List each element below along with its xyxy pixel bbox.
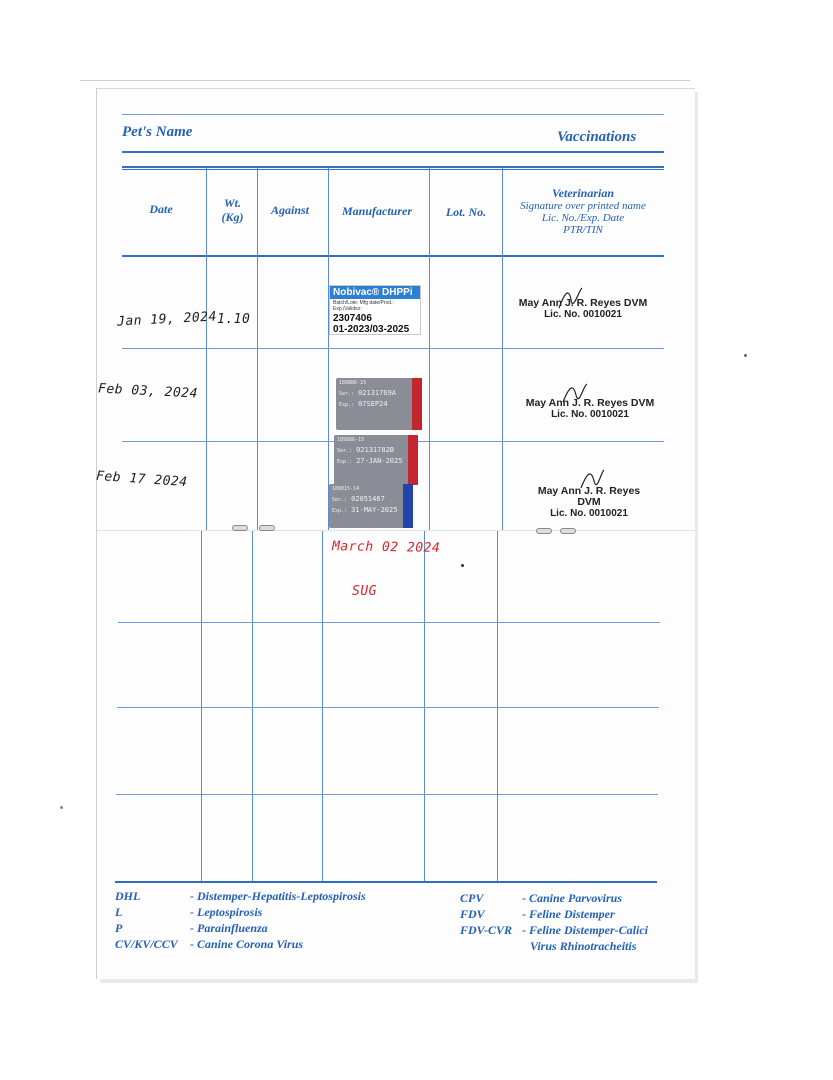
row2-signature-scribble xyxy=(560,382,590,406)
sticker3-code: 189886-15 xyxy=(337,437,365,443)
legend-left-item xyxy=(115,920,366,936)
legend-left xyxy=(115,888,366,952)
legend-desc: - Feline Distemper xyxy=(522,907,615,921)
row1-date: Jan 19, 2024 xyxy=(116,309,218,330)
nobivac-small-print: Batch/Lote: Mfg date/Prod.: Exp./Validez: xyxy=(333,300,394,312)
col-divider-2-lower xyxy=(252,530,253,882)
legend-right-item xyxy=(460,906,648,922)
red-note: SUG xyxy=(352,584,377,599)
row3-signature-scribble xyxy=(578,468,606,492)
legend-desc: - Distemper-Hepatitis-Leptospirosis xyxy=(190,889,366,903)
sticker3-red-band xyxy=(408,435,418,485)
sticker3-exp-label: Exp.: xyxy=(337,459,353,465)
red-date: March 02 2024 xyxy=(331,539,441,556)
col-divider-5 xyxy=(502,168,503,530)
row-rule-1 xyxy=(122,348,664,349)
legend-left-item xyxy=(115,904,366,920)
legend-abbr: CPV xyxy=(460,891,484,905)
sticker2-red-band xyxy=(412,378,422,430)
top-rule xyxy=(122,114,664,115)
nobivac-sticker xyxy=(329,285,421,335)
sticker3-exp: 27-JAN-2025 xyxy=(356,457,403,465)
ink-dot xyxy=(461,564,464,567)
col-divider-3 xyxy=(328,168,329,530)
sticker4-exp: 31-MAY-2025 xyxy=(351,506,398,514)
table-top-rule xyxy=(122,166,664,168)
legend-desc: - Parainfluenza xyxy=(190,921,268,935)
row1-vet-name: May Ann J. R. Reyes DVM xyxy=(518,297,648,309)
col-veterinarian xyxy=(505,187,661,236)
header-rule xyxy=(122,151,664,153)
nobivac-brand: Nobivac® DHPPi xyxy=(330,286,420,299)
legend-abbr: FDV xyxy=(460,907,485,921)
legend-desc: - Leptospirosis xyxy=(190,905,263,919)
sticker3-ser: 02131782B xyxy=(356,446,394,454)
nobivac-lot: 2307406 xyxy=(333,313,372,324)
legend-abbr: CV/KV/CCV xyxy=(115,937,178,951)
legend-desc: - Canine Parvovirus xyxy=(522,891,623,905)
nobivac-dates: 01-2023/03-2025 xyxy=(333,324,410,335)
row2-vet-signature xyxy=(515,398,665,420)
legend-abbr: L xyxy=(115,905,123,919)
vet-line3: Lic. No./Exp. Date xyxy=(541,212,625,224)
col-against: Against xyxy=(270,203,309,217)
sticker2-ser-label: Ser.: xyxy=(339,391,355,397)
legend-right-item xyxy=(460,922,648,938)
vet-line4: PTR/TIN xyxy=(563,224,603,236)
sticker2-code: 189886-15 xyxy=(339,380,367,386)
vaccinations-title: Vaccinations xyxy=(557,129,637,145)
legend-right-item xyxy=(460,890,648,906)
legend-right-item xyxy=(460,938,648,954)
col-divider-1 xyxy=(206,168,207,530)
row2-date: Feb 03, 2024 xyxy=(97,381,199,402)
col-manufacturer: Manufacturer xyxy=(341,204,412,218)
legend-desc: Virus Rhinotracheitis xyxy=(530,939,637,953)
vet-line2: Signature over printed name xyxy=(520,200,646,212)
pets-name-label: Pet's Name xyxy=(122,124,193,140)
row2-vet-name: May Ann J. R. Reyes DVM xyxy=(525,397,655,409)
row-rule-5 xyxy=(116,794,658,795)
scan-speck-2 xyxy=(60,806,63,809)
col-weight-line1: Wt. xyxy=(223,196,241,210)
page-fold xyxy=(97,530,695,531)
row1-signature-scribble xyxy=(555,286,585,312)
sticker4-ser: 02051467 xyxy=(351,495,385,503)
staple-left-a xyxy=(232,525,248,531)
legend-desc: - Canine Corona Virus xyxy=(190,937,304,951)
vaccine-sticker-4 xyxy=(329,484,413,528)
col-weight-line2: (Kg) xyxy=(221,210,244,224)
legend-right xyxy=(460,890,648,954)
col-divider-3-lower xyxy=(322,530,323,882)
col-divider-1-lower xyxy=(201,530,202,882)
col-divider-4-lower xyxy=(424,530,425,882)
scan-speck-1 xyxy=(744,354,747,357)
vet-title: Veterinarian xyxy=(551,186,614,200)
row-rule-4 xyxy=(117,707,659,708)
legend-left-item xyxy=(115,888,366,904)
legend-abbr: FDV-CVR xyxy=(460,923,513,937)
staple-right-b xyxy=(560,528,576,534)
row3-vet-name: May Ann J. R. Reyes DVM xyxy=(537,485,641,508)
table-top-rule-2 xyxy=(122,169,664,170)
row3-date: Feb 17 2024 xyxy=(95,468,189,491)
col-divider-2 xyxy=(257,168,258,530)
vaccine-sticker-3 xyxy=(334,435,418,485)
col-divider-4 xyxy=(429,168,430,530)
row2-vet-lic: Lic. No. 0010021 xyxy=(551,409,629,420)
legend-abbr: DHL xyxy=(115,889,141,903)
col-divider-5-lower xyxy=(497,530,498,882)
row-rule-3 xyxy=(118,622,660,623)
sticker4-exp-label: Exp.: xyxy=(332,508,348,514)
col-date: Date xyxy=(149,202,173,216)
sticker4-ser-label: Ser.: xyxy=(332,497,348,503)
sticker4-code: 189015-14 xyxy=(332,486,360,492)
table-bottom-rule xyxy=(115,881,657,883)
row1-weight: 1.10 xyxy=(217,312,251,327)
row1-vet-lic: Lic. No. 0010021 xyxy=(544,309,622,320)
sticker2-exp: 07SEP24 xyxy=(358,400,388,408)
legend-left-item xyxy=(115,936,366,952)
sticker3-ser-label: Ser.: xyxy=(337,448,353,454)
col-lot: Lot. No. xyxy=(445,205,487,219)
vaccine-sticker-2 xyxy=(336,378,422,430)
legend-desc: - Feline Distemper-Calici xyxy=(522,923,648,937)
staple-right-a xyxy=(536,528,552,534)
sticker2-exp-label: Exp.: xyxy=(339,402,355,408)
staple-left-b xyxy=(259,525,275,531)
sticker4-blue-band xyxy=(403,484,413,528)
legend-abbr: P xyxy=(115,921,123,935)
sticker2-ser: 02131769A xyxy=(358,389,396,397)
row3-vet-lic: Lic. No. 0010021 xyxy=(550,508,628,519)
column-header-bottom-rule xyxy=(122,255,664,257)
